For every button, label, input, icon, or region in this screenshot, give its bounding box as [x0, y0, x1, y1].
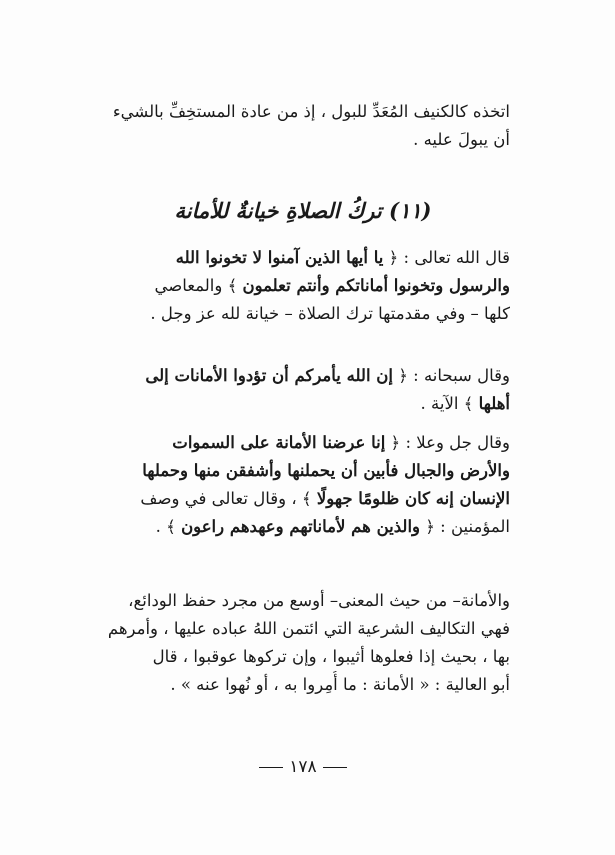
paragraph-2 [96, 362, 510, 418]
plain-text: قال الله تعالى : ﴿ [383, 248, 510, 267]
text-line: والأمانة– من حيث المعنى– أوسع من مجرد حفظ الودائع، [128, 591, 510, 610]
plain-text: المؤمنين : ﴿ [420, 517, 510, 536]
dash-left [323, 767, 347, 769]
text-line [96, 272, 510, 300]
text-line: أن يبولَ عليه . [413, 130, 510, 149]
intro-paragraph [96, 98, 510, 154]
plain-text: وقال جل وعلا : ﴿ [385, 433, 510, 452]
quran-text: والذين هم لأماناتهم وعهدهم راعون [181, 517, 420, 536]
quran-text: أهلها [478, 394, 510, 413]
plain-text: كلها – وفي مقدمتها ترك الصلاة – خيانة لله عز وجل . [150, 304, 510, 323]
plain-text: ﴾ الآية . [420, 394, 479, 413]
section-heading: (١١) تركُ الصلاةِ خيانةٌ للأمانة [174, 198, 432, 223]
plain-text: ﴾ ، وقال تعالى في وصف [140, 489, 317, 508]
text-line [96, 390, 510, 418]
text-line: اتخذه كالكنيف المُعَدِّ للبول ، إذ من عادة المستخِفِّ بالشيء [112, 102, 510, 121]
page-number-text: ١٧٨ [289, 757, 317, 777]
dash-right [259, 767, 283, 769]
quran-text: إن الله يأمركم أن تؤدوا الأمانات إلى [145, 366, 393, 385]
quran-text: الإنسان إنه كان ظلومًا جهولًا [316, 489, 510, 508]
text-line [96, 300, 510, 328]
page-number [96, 757, 510, 777]
plain-text: ﴾ والمعاصي [154, 276, 243, 295]
paragraph-4 [96, 587, 510, 699]
text-line [96, 429, 510, 457]
quran-text: يا أيها الذين آمنوا لا تخونوا الله [175, 248, 384, 267]
text-line [96, 457, 510, 485]
text-line: أبو العالية : « الأمانة : ما أُمِروا به ، أو نُهوا عنه » . [170, 675, 510, 694]
paragraph-3 [96, 429, 510, 541]
text-line [96, 244, 510, 272]
text-line: بها ، بحيث إذا فعلوها أثيبوا ، وإن تركوها عوقبوا ، قال [152, 647, 510, 666]
quran-text: والرسول وتخونوا أماناتكم وأنتم تعلمون [242, 276, 510, 295]
text-line [96, 513, 510, 541]
plain-text: ﴾ . [155, 517, 182, 536]
text-line [96, 485, 510, 513]
text-line [96, 362, 510, 390]
paragraph-1 [96, 244, 510, 328]
text-line: فهي التكاليف الشرعية التي ائتمن اللهُ عباده عليها ، وأمرهم [107, 619, 510, 638]
plain-text: وقال سبحانه : ﴿ [393, 366, 510, 385]
quran-text: والأرض والجبال فأبين أن يحملنها وأشفقن منها وحملها [142, 461, 510, 480]
quran-text: إنا عرضنا الأمانة على السموات [172, 433, 386, 452]
